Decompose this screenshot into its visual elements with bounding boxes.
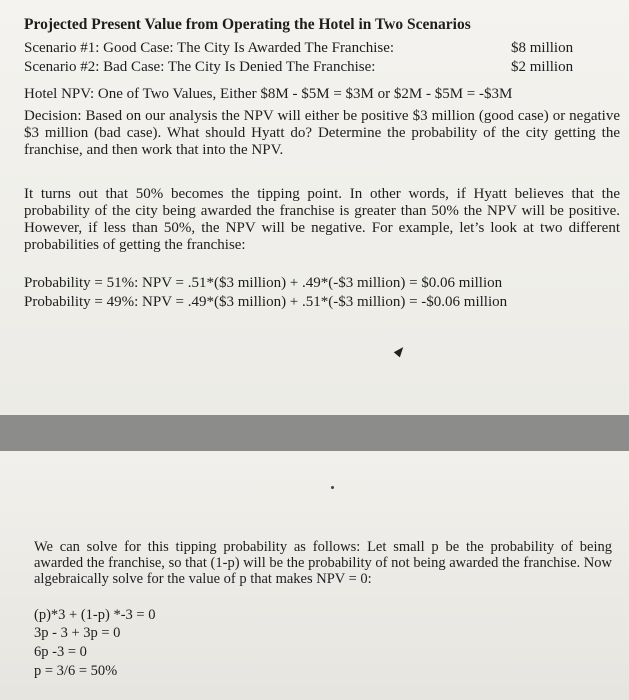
tipping-point-paragraph: It turns out that 50% becomes the tipping point. In other words, if Hyatt believes that the probability of the city being awarded the franchise is greater than 50% the NPV will be positive. However, if less than 50%, the NPV will be negative. For example, let’s look at two different probabilities of getting the franchise: (24, 186, 620, 253)
equation-line-1: (p)*3 + (1-p) *-3 = 0 (34, 607, 156, 623)
hotel-npv-line: Hotel NPV: One of Two Values, Either $8M - $5M = $3M or $2M - $5M = -$3M (24, 86, 513, 102)
probability-51-line: Probability = 51%: NPV = .51*($3 million) + .49*(-$3 million) = $0.06 million (24, 275, 503, 291)
page-title: Projected Present Value from Operating the Hotel in Two Scenarios (24, 16, 471, 33)
equation-line-4: p = 3/6 = 50% (34, 663, 118, 679)
equation-line-2: 3p - 3 + 3p = 0 (34, 625, 121, 641)
scenario-2-value: $2 million (511, 59, 574, 75)
scenario-1-value: $8 million (511, 40, 574, 56)
probability-49-line: Probability = 49%: NPV = .49*($3 million) + .51*(-$3 million) = -$0.06 million (24, 294, 508, 310)
stray-dot (331, 486, 334, 489)
slide-divider (0, 415, 629, 451)
equation-line-3: 6p -3 = 0 (34, 644, 87, 660)
solve-paragraph: We can solve for this tipping probability as follows: Let small p be the probability of being awarded the franchise, so that (1-p) will be the probability of not being awarded the franchise. Now algebraically solve for the value of p that makes NPV = 0: (34, 539, 612, 587)
scenario-1-label: Scenario #1: Good Case: The City Is Awarded The Franchise: (24, 40, 395, 56)
decision-paragraph: Decision: Based on our analysis the NPV will either be positive $3 million (good case) or negative $3 million (bad case). What should Hyatt do? Determine the probability of the city getting the franchise, and then work that into the NPV. (24, 108, 620, 158)
scenario-2-label: Scenario #2: Bad Case: The City Is Denied The Franchise: (24, 59, 376, 75)
